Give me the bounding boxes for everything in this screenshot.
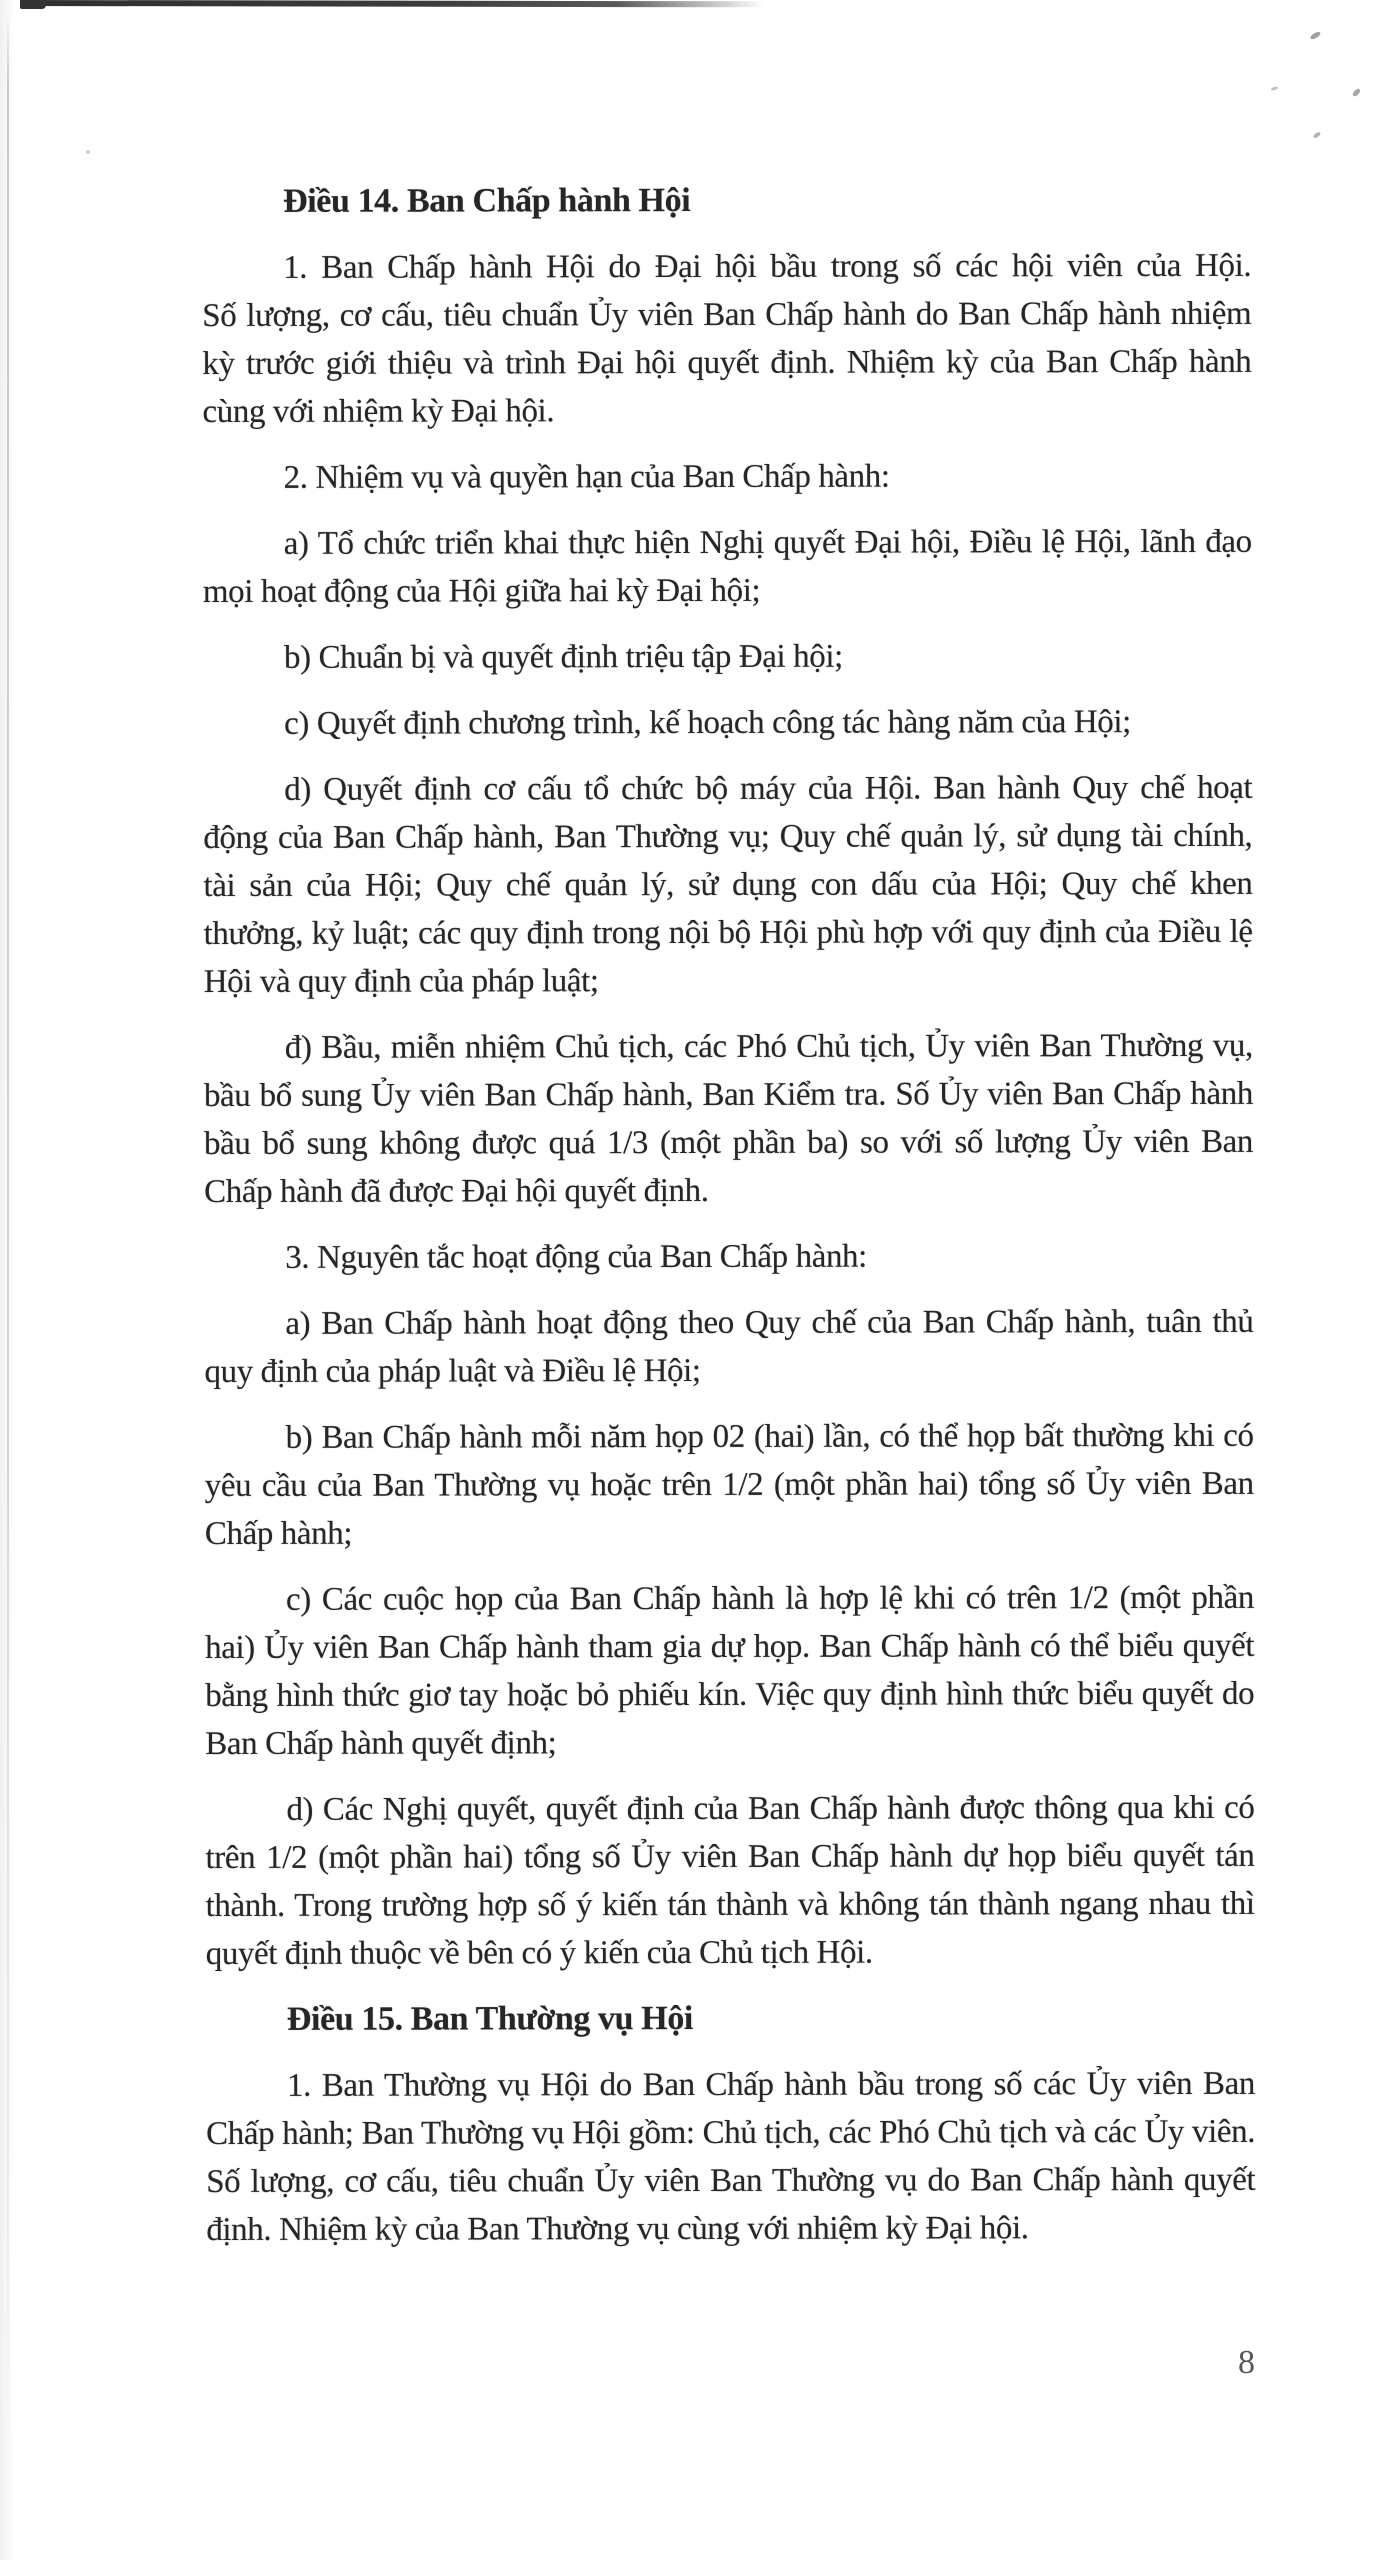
text-line: mọi hoạt động của Hội giữa hai kỳ Đại hội; [202, 572, 761, 610]
ink-speck [1271, 86, 1279, 91]
text-line: a) Ban Chấp hành hoạt động theo Quy chế của Ban Chấp hành, tuân thủ [285, 1303, 1254, 1342]
text-line: Hội và quy định của pháp luật; [203, 963, 599, 1000]
ink-speck [86, 150, 90, 154]
paragraph-2dd [204, 1022, 1253, 1216]
paragraph-2b [203, 632, 1252, 682]
text-line: thưởng, kỷ luật; các quy định trong nội bộ Hội phù hợp với quy định của Điều lệ [203, 913, 1253, 952]
text-line: tài sản của Hội; Quy chế quản lý, sử dụng con dấu của Hội; Quy chế khen [203, 865, 1253, 904]
text-line: d) Quyết định cơ cấu tổ chức bộ máy của Hội. Ban hành Quy chế hoạt [284, 769, 1253, 808]
text-line: Số lượng, cơ cấu, tiêu chuẩn Ủy viên Ban Chấp hành do Ban Chấp hành nhiệm [202, 295, 1252, 334]
paragraph-3b [205, 1412, 1254, 1558]
text-line: trên 1/2 (một phần hai) tổng số Ủy viên Ban Chấp hành dự họp biểu quyết tán [205, 1837, 1255, 1876]
text-line: Số lượng, cơ cấu, tiêu chuẩn Ủy viên Ban Thường vụ do Ban Chấp hành quyết [206, 2161, 1256, 2200]
text-line: quy định của pháp luật và Điều lệ Hội; [204, 1352, 701, 1390]
text-line: bầu bổ sung không được quá 1/3 (một phần ba) so với số lượng Ủy viên Ban [203, 1123, 1254, 1162]
text-line: Chấp hành đã được Đại hội quyết định. [204, 1172, 709, 1210]
text-line: hai) Ủy viên Ban Chấp hành tham gia dự họp. Ban Chấp hành có thể biểu quyết [205, 1627, 1255, 1666]
text-line: c) Quyết định chương trình, kế hoạch công tác hàng năm của Hội; [284, 704, 1131, 742]
text-line: 3. Nguyên tắc hoạt động của Ban Chấp hành: [285, 1238, 867, 1276]
article-15-heading: Điều 15. Ban Thường vụ Hội [286, 1999, 694, 2038]
ink-speck [1352, 87, 1362, 97]
text-line: b) Chuẩn bị và quyết định triệu tập Đại hội; [283, 638, 843, 676]
text-line: bằng hình thức giơ tay hoặc bỏ phiếu kín. Việc quy định hình thức biểu quyết do [205, 1675, 1255, 1714]
text-line: b) Ban Chấp hành mỗi năm họp 02 (hai) lần, có thể họp bất thường khi có [285, 1417, 1254, 1456]
text-line: thành. Trong trường hợp số ý kiến tán thành và không tán thành ngang nhau thì [205, 1885, 1255, 1924]
scanner-top-edge-artifact [20, 0, 765, 7]
ink-speck [1310, 30, 1322, 40]
paragraph-15-1 [206, 2060, 1255, 2254]
paragraph-3 [204, 1232, 1253, 1282]
article-14-heading: Điều 14. Ban Chấp hành Hội [283, 181, 691, 220]
ink-speck [1313, 131, 1322, 139]
paragraph-3c [205, 1574, 1254, 1768]
text-line: c) Các cuộc họp của Ban Chấp hành là hợp lệ khi có trên 1/2 (một phần [285, 1579, 1255, 1618]
text-line: d) Các Nghị quyết, quyết định của Ban Chấp hành được thông qua khi có [286, 1789, 1255, 1828]
text-line: Chấp hành; Ban Thường vụ Hội gồm: Chủ tịch, các Phó Chủ tịch và các Ủy viên. [206, 2113, 1256, 2152]
text-line: 1. Ban Chấp hành Hội do Đại hội bầu trong số các hội viên của Hội. [283, 247, 1252, 286]
text-line: bầu bổ sung Ủy viên Ban Chấp hành, Ban Kiểm tra. Số Ủy viên Ban Chấp hành [203, 1075, 1253, 1114]
text-line: quyết định thuộc về bên có ý kiến của Chủ tịch Hội. [205, 1934, 873, 1972]
text-line: 1. Ban Thường vụ Hội do Ban Chấp hành bầu trong số các Ủy viên Ban [286, 2065, 1256, 2104]
text-line: 2. Nhiệm vụ và quyền hạn của Ban Chấp hành: [283, 458, 890, 496]
text-line: động của Ban Chấp hành, Ban Thường vụ; Quy chế quản lý, sử dụng tài chính, [203, 817, 1253, 856]
text-line: Ban Chấp hành quyết định; [205, 1725, 557, 1762]
paragraph-3a [204, 1298, 1253, 1396]
text-line: Chấp hành; [204, 1515, 353, 1552]
document-content [202, 176, 1255, 2272]
text-line: đ) Bầu, miễn nhiệm Chủ tịch, các Phó Chủ tịch, Ủy viên Ban Thường vụ, [284, 1027, 1253, 1066]
page-left-edge-line [7, 12, 9, 2457]
paragraph-1 [202, 242, 1251, 436]
text-line: kỳ trước giới thiệu và trình Đại hội quyết định. Nhiệm kỳ của Ban Chấp hành [202, 343, 1252, 382]
text-line: định. Nhiệm kỳ của Ban Thường vụ cùng với nhiệm kỳ Đại hội. [206, 2210, 1029, 2248]
paragraph-2 [203, 452, 1252, 502]
text-line: yêu cầu của Ban Thường vụ hoặc trên 1/2 (một phần hai) tổng số Ủy viên Ban [204, 1465, 1254, 1504]
paragraph-2c [203, 698, 1252, 748]
text-line: cùng với nhiệm kỳ Đại hội. [202, 393, 555, 430]
text-line: a) Tổ chức triển khai thực hiện Nghị quyết Đại hội, Điều lệ Hội, lãnh đạo [283, 523, 1252, 562]
paragraph-3d [205, 1784, 1254, 1978]
page-number: 8 [1238, 2344, 1255, 2381]
paragraph-2d [203, 764, 1253, 1006]
paragraph-2a [203, 518, 1252, 616]
